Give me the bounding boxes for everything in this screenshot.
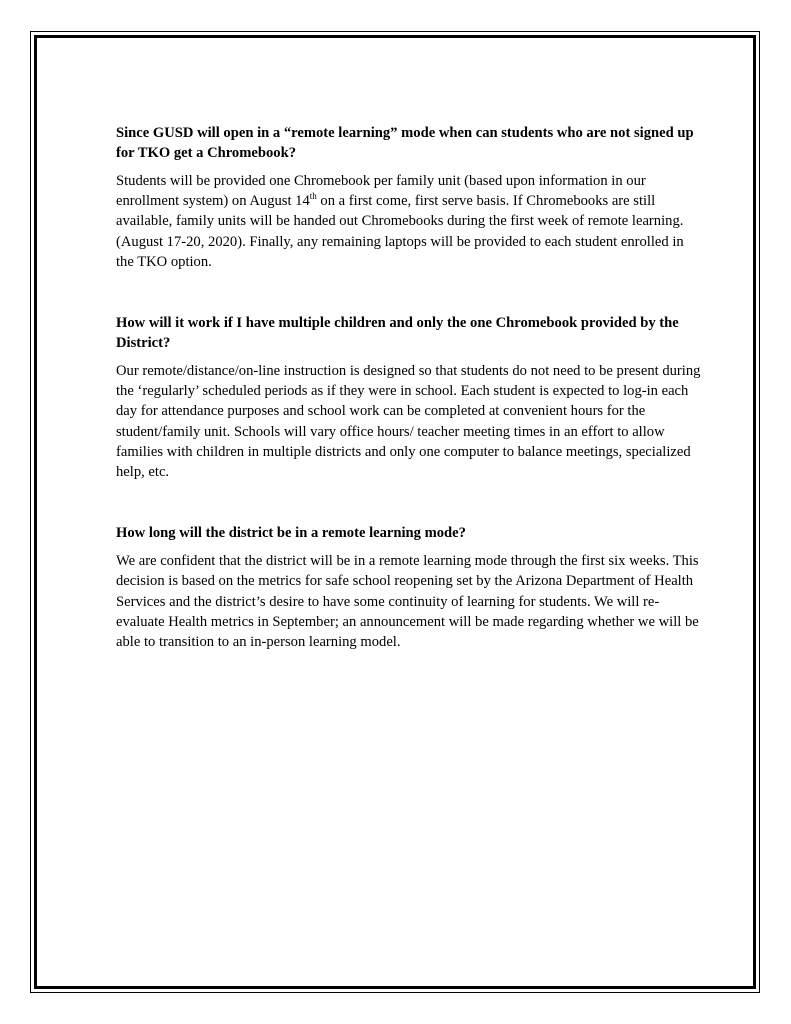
- faq-answer: We are confident that the district will be in a remote learning mode through the first six weeks. This decision is based on the metrics for safe school reopening set by the Arizona Department of Health Services and the district’s desire to have some continuity of learning for students. We will re-evaluate Health metrics in September; an announcement will be made regarding whether we will be able to transition to an in-person learning model.: [116, 553, 699, 651]
- faq-answer: Our remote/distance/on-line instruction is designed so that students do not need to be present during the ‘regularly’ scheduled periods as if they were in school. Each student is expected to log-in each day for attendance purposes and school work can be completed at convenient hours for the student/family unit. Schools will vary office hours/ teacher meeting times in an effort to allow families with children in multiple districts and only one computer to balance meetings, specialized help, etc.: [116, 363, 701, 481]
- faq-question: How will it work if I have multiple children and only the one Chromebook provided by the District?: [116, 315, 679, 352]
- faq-answer: [116, 171, 704, 272]
- faq-question: Since GUSD will open in a “remote learning” mode when can students who are not signed up for TKO get a Chromebook?: [116, 125, 694, 161]
- faq-answer-text: on a first come, first serve basis. If Chromebooks are still available, family units will be handed out Chromebooks during the first week of remote learning. (August 17-20, 2020). Finally, any remaining laptops will be provided to each student enrolled in the TKO option.: [116, 193, 684, 270]
- faq-item-chromebook-pickup: [116, 123, 704, 272]
- faq-content: [116, 123, 704, 652]
- faq-question: How long will the district be in a remote learning mode?: [116, 525, 466, 542]
- faq-item-multiple-children: [116, 313, 704, 482]
- ordinal-suffix: th: [309, 191, 317, 202]
- faq-answer-text: Students will be provided one Chromebook per family unit (based upon information in our enrollment system) on August 14: [116, 173, 646, 210]
- faq-item-remote-duration: [116, 523, 704, 652]
